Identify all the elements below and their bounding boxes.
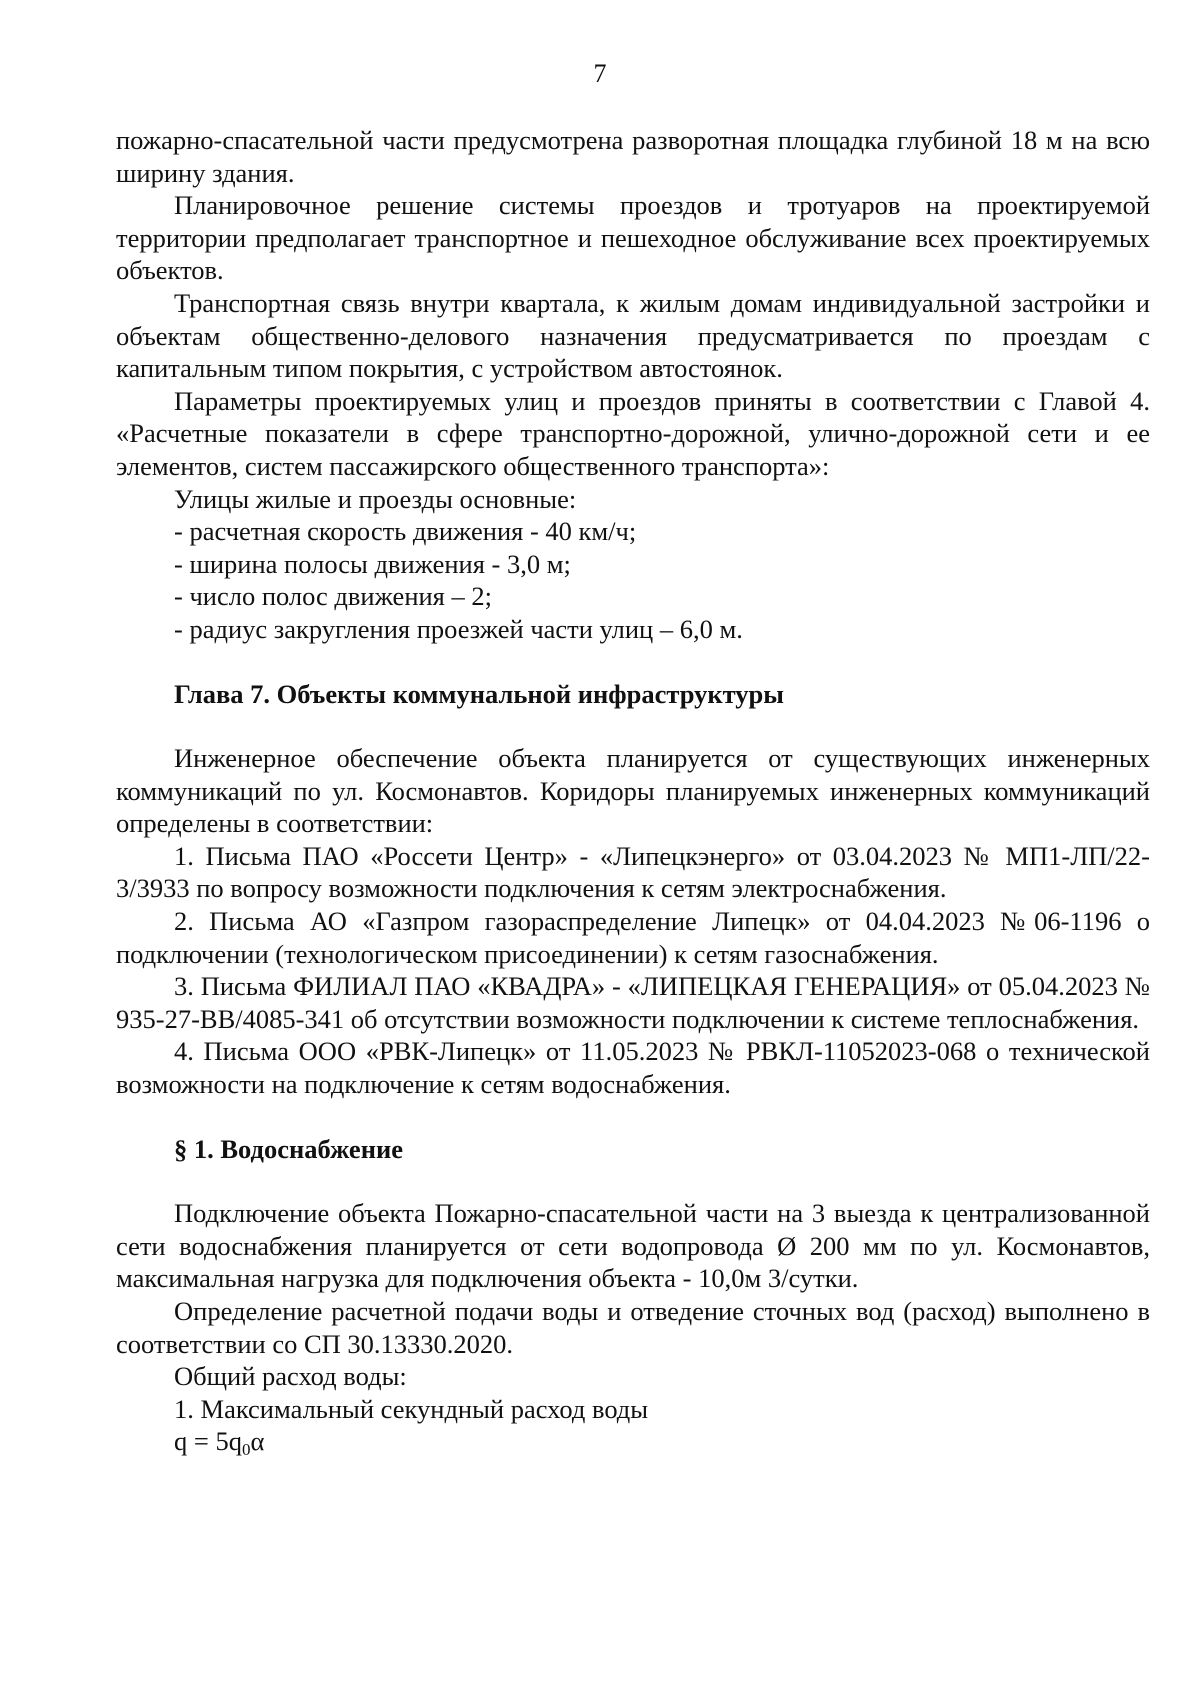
list-item: 4. Письма ООО «РВК-Липецк» от 11.05.2023 № РВКЛ-11052023-068 о технической возможности на подключение к сетям водоснабжения. <box>116 1036 1150 1100</box>
formula-main: q = 5q <box>174 1426 242 1457</box>
list-item: 1. Письма ПАО «Россети Центр» - «Липецкэнерго» от 03.04.2023 № МП1-ЛП/22-3/3933 по вопросу возможности подключения к сетям электроснабжения. <box>116 840 1150 904</box>
paragraph: Определение расчетной подачи воды и отведение сточных вод (расход) выполнено в соответствии со СП 30.13330.2020. <box>116 1296 1150 1359</box>
paragraph: Инженерное обеспечение объекта планируется от существующих инженерных коммуникаций по ул. Космонавтов. Коридоры планируемых инженерных коммуникаций определены в соответствии: <box>116 743 1150 839</box>
list-item: 3. Письма ФИЛИАЛ ПАО «КВАДРА» - «ЛИПЕЦКАЯ ГЕНЕРАЦИЯ» от 05.04.2023 № 935-27-ВВ/4085-341 об отсутствии возможности подключении к системе теплоснабжения. <box>116 971 1150 1034</box>
list-item: - ширина полосы движения - 3,0 м; <box>174 548 571 579</box>
streets-title: Улицы жилые и проезды основные: <box>174 483 577 514</box>
paragraph: Параметры проектируемых улиц и проездов приняты в соответствии с Главой 4. «Расчетные показатели в сфере транспортно-дорожной, улично-дорожной сети и ее элементов, систем пассажирского общественного транспорта»: <box>116 385 1150 481</box>
list-item: 2. Письма АО «Газпром газораспределение Липецк» от 04.04.2023 №06-1196 о подключении (технологическом присоединении) к сетям газоснабжения. <box>116 906 1150 969</box>
section-heading: § 1. Водоснабжение <box>174 1133 403 1164</box>
paragraph: Транспортная связь внутри квартала, к жилым домам индивидуальной застройки и объектам общественно-делового назначения предусматривается по проездам с капитальным типом покрытия, с устройством автостоянок. <box>116 287 1150 384</box>
paragraph: пожарно-спасательной части предусмотрена разворотная площадка глубиной 18 м на всю ширину здания. <box>116 125 1150 188</box>
paragraph: Общий расход воды: <box>174 1361 407 1392</box>
paragraph: Планировочное решение системы проездов и тротуаров на проектируемой территории предполагает транспортное и пешеходное обслуживание всех проектируемых объектов. <box>116 190 1150 286</box>
chapter-heading: Глава 7. Объекты коммунальной инфраструктуры <box>174 678 784 709</box>
list-item: - расчетная скорость движения - 40 км/ч; <box>174 516 637 547</box>
formula-subscript: 0 <box>241 1440 251 1460</box>
document-body <box>116 124 1150 1458</box>
formula <box>116 1425 1150 1458</box>
paragraph: 1. Максимальный секундный расход воды <box>174 1393 649 1424</box>
list-item: - число полос движения – 2; <box>174 581 492 612</box>
list-item: - радиус закругления проезжей части улиц – 6,0 м. <box>174 613 743 644</box>
formula-alpha: α <box>250 1426 265 1457</box>
page-number: 7 <box>593 59 607 88</box>
paragraph: Подключение объекта Пожарно-спасательной части на 3 выезда к централизованной сети водоснабжения планируется от сети водопровода Ø 200 мм по ул. Космонавтов, максимальная нагрузка для подключения объекта - 10,0м 3/сутки. <box>116 1198 1150 1294</box>
